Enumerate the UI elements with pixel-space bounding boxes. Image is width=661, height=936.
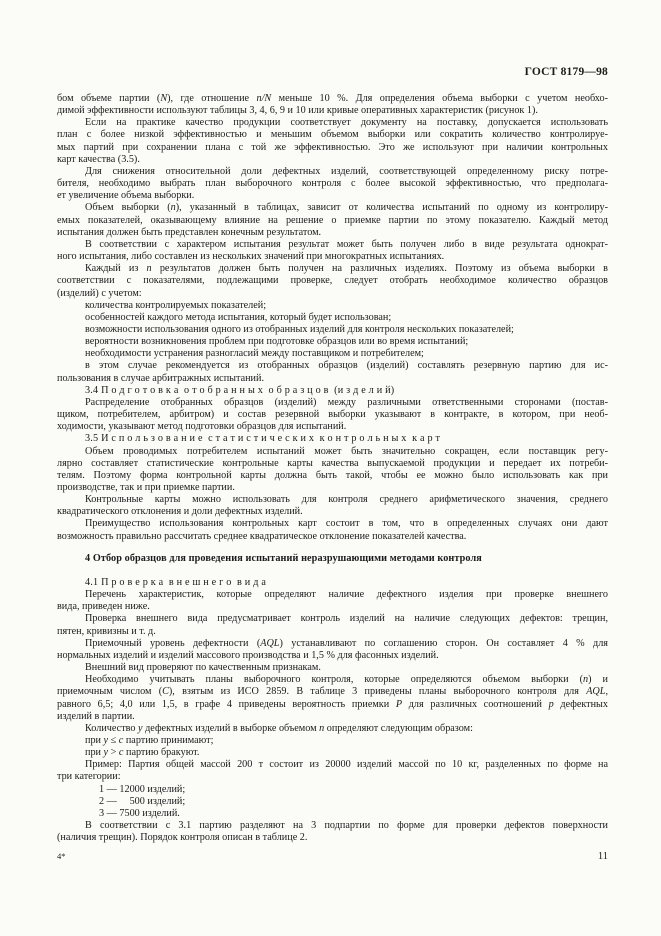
text-line: особенностей каждого метода испытания, который будет использован; bbox=[85, 311, 392, 323]
subsection-heading: 3.4 П о д г о т о в к а о т о б р а н н ы х о б р а з ц о в (и з д е л и й) bbox=[85, 384, 395, 396]
text-line: (изделий) с учетом: bbox=[57, 287, 142, 299]
text-line: Пример: Партия общей массой 200 т состоит из 20000 изделий массой по 10 кг, разделенных по форме на bbox=[85, 759, 608, 771]
text-line: Проверка внешнего вида предусматривает контроль изделий на наличие следующих дефектов: трещин, bbox=[85, 613, 608, 625]
text-line: план с более низкой эффективностью и меньшим объемом выборки или сократить количество контролируе- bbox=[57, 129, 608, 141]
text-line: ного испытания, либо составлен из нескольких значений при многократных испытаниях. bbox=[57, 251, 445, 263]
text-line: пользования в случае арбитражных испытаний. bbox=[57, 372, 264, 384]
text-line: вероятности возникновения проблем при подготовке образцов или во время испытаний; bbox=[85, 336, 469, 348]
text-line: емых показателей, оказывающему влияние на решение о приемке партии по этому показателю. Каждый метод bbox=[57, 214, 608, 226]
text-line: В соответствии с характером испытания результат может быть получен либо в виде результата однократ- bbox=[85, 238, 608, 250]
subsection-heading: 4.1 П р о в е р к а в н е ш н е г о в и д а bbox=[85, 576, 267, 588]
text-line: мых партий при сохранении плана с той же эффективностью. Это же используют при наличии контрольных bbox=[57, 141, 608, 153]
text-line: пятен, кривизны и т. д. bbox=[57, 625, 156, 637]
text-line: Внешний вид проверяют по качественным признакам. bbox=[85, 662, 321, 674]
text-line: изделий в партии. bbox=[57, 710, 135, 722]
text-line: карт качества (3.5). bbox=[57, 153, 140, 165]
text-line: ходимости, указывают метод подготовки образцов для испытаний. bbox=[57, 421, 347, 433]
text-line: Объем выборки (n), указанный в таблицах, зависит от количества испытаний по одному из контролиру- bbox=[85, 202, 608, 214]
text-line: (наличия трещин). Порядок контроля описан в таблице 2. bbox=[57, 832, 308, 844]
text-line: Преимущество использования контрольных карт состоит в том, что в определенных случаях они дают bbox=[85, 518, 608, 530]
text-line: телям. Поэтому форма контрольной карты должна быть такой, чтобы ее можно было использовать как при bbox=[57, 469, 608, 481]
text-line: приемочным числом (C), взятым из ИСО 2859. В таблице 3 приведены планы выборочного контроля для AQL, bbox=[57, 686, 608, 698]
document-body bbox=[57, 93, 608, 844]
text-line: соответствии с показателями, подлежащими проверке, следует отобрать необходимое количество образцов bbox=[57, 275, 608, 287]
text-line: Приемочный уровень дефектности (AQL) устанавливают по соглашению сторон. Он составляет 4 % для bbox=[85, 637, 608, 649]
section-heading: 4 Отбор образцов для проведения испытаний неразрушающими методами контроля bbox=[85, 552, 482, 564]
text-line: Распределение отобранных образцов (изделий) между различными ответственными сторонами (постав- bbox=[85, 396, 608, 408]
text-line: три категории: bbox=[57, 771, 121, 783]
text-line: нормальных изделий и изделий массового производства и 1,5 % для фасонных изделий. bbox=[57, 649, 439, 661]
text-line: необходимости устранения разногласий между поставщиком и потребителем; bbox=[85, 348, 424, 360]
text-line: испытания должен быть представлен конечным результатом. bbox=[57, 226, 322, 238]
text-line: Если на практике качество продукции соответствует документу на поставку, допускается использовать bbox=[85, 117, 608, 129]
text-line: Необходимо учитывать планы выборочного контроля, которые определяются объемом выборки (n) и bbox=[85, 674, 608, 686]
text-line: Контрольные карты можно использовать для контроля среднего арифметического значения, среднего bbox=[85, 494, 608, 506]
signature-mark: 4* bbox=[57, 851, 66, 861]
text-line: В соответствии с 3.1 партию разделяют на 3 подпартии по форме для проверки дефектов поверхности bbox=[85, 820, 608, 832]
text-line: Перечень характеристик, которые определяют наличие дефектного изделия при проверке внешнего bbox=[85, 589, 608, 601]
text-line: при y ≤ c партию принимают; bbox=[85, 734, 214, 746]
list-item: 1 — 12000 изделий; bbox=[99, 783, 186, 795]
text-line: Количество y дефектных изделий в выборке объемом n определяют следующим образом: bbox=[85, 722, 473, 734]
text-line: ет увеличение объема выборки. bbox=[57, 190, 195, 202]
text-line: вида, приведен ниже. bbox=[57, 601, 150, 613]
text-line: равного 6,5; 4,0 или 1,5, в графе 4 приведены вероятность приемки P для различных соотношений p дефектных bbox=[57, 698, 608, 710]
page-number: 11 bbox=[597, 851, 608, 862]
text-line: лярно составляет статистические контрольные карты качества выпускаемой продукции и передает их потреби- bbox=[57, 457, 608, 469]
text-line: щиком, потребителем, арбитром) и состав резервной выборки указывают в контракте, в котором, при необ- bbox=[57, 409, 608, 421]
text-line: возможность правильно рассчитать среднее квадратическое отклонение показателей качества. bbox=[57, 530, 467, 542]
list-item: 3 — 7500 изделий. bbox=[99, 807, 180, 819]
list-item: 2 — 500 изделий; bbox=[99, 795, 186, 807]
text-line: бителя, необходимо выбрать план выборочного контроля с более высокой эффективностью, что предполага- bbox=[57, 178, 608, 190]
text-line: возможности использования одного из отобранных изделий для контроля нескольких показателей; bbox=[85, 323, 514, 335]
text-line: Объем проводимых потребителем испытаний может быть значительно сокращен, если поставщик регу- bbox=[85, 445, 608, 457]
page-footer bbox=[57, 851, 608, 862]
text-line: бом объеме партии (N), где отношение n/N меньше 10 %. Для определения объема выборки с учетом необхо- bbox=[57, 93, 608, 104]
text-line: при y > c партию бракуют. bbox=[85, 747, 200, 759]
text-line: Для снижения относительной доли дефектных изделий, соответствующей определенному риску потре- bbox=[85, 165, 608, 177]
text-line: количества контролируемых показателей; bbox=[85, 299, 267, 311]
text-line: квадратического отклонения и доли дефектных изделий. bbox=[57, 506, 303, 518]
text-line: димой эффективности используют таблицы 3, 4, 6, 9 и 10 или кривые оперативных характеристик (рисунок 1). bbox=[57, 105, 538, 117]
subsection-heading: 3.5 И с п о л ь з о в а н и е с т а т и с т и ч е с к и х к о н т р о л ь н ы х к а р т bbox=[85, 433, 441, 445]
text-line: в этом случае рекомендуется из отобранных образцов (изделий) составлять резервную партию для ис- bbox=[85, 360, 608, 372]
running-header: ГОСТ 8179—98 bbox=[524, 66, 608, 78]
text-line: Каждый из n результатов должен быть получен на различных изделиях. Поэтому из объема выборки в bbox=[85, 263, 608, 275]
text-line: производстве, так и при приемке партии. bbox=[57, 482, 235, 493]
